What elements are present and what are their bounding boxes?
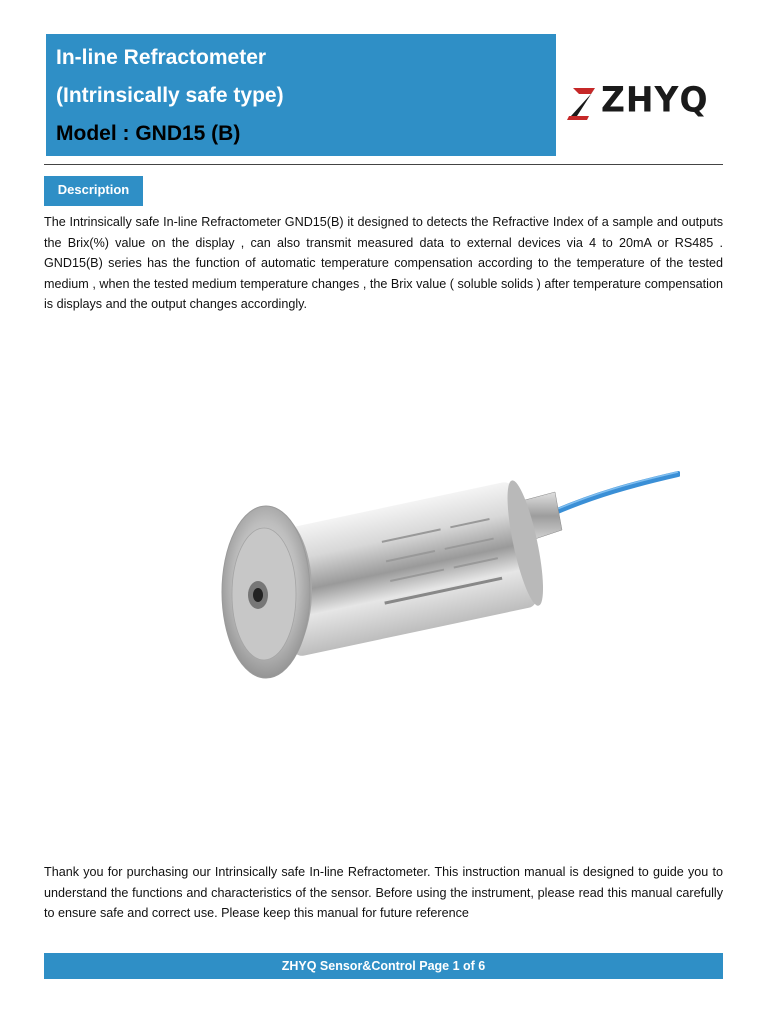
refractometer-image bbox=[200, 450, 680, 700]
model-line: Model : GND15 (B) bbox=[56, 122, 241, 145]
header-divider bbox=[44, 164, 723, 165]
title-line-2: (Intrinsically safe type) bbox=[56, 84, 284, 107]
company-logo bbox=[565, 79, 725, 122]
page-footer: ZHYQ Sensor&Control Page 1 of 6 bbox=[44, 953, 723, 979]
description-tab: Description bbox=[44, 176, 143, 206]
description-paragraph: The Intrinsically safe In-line Refractometer GND15(B) it designed to detects the Refractive Index of a sample and outputs the Brix(%) value on the display , can also transmit measured data to external devices via 4 to 20mA or RS485 . GND15(B) series has the function of automatic temperature compensation according to the temperature of the tested medium , when the tested medium temperature changes , the Brix value ( soluble solids ) after temperature compensation is displays and the output changes accordingly. bbox=[44, 215, 723, 311]
logo-text: ZHYQ bbox=[601, 79, 709, 120]
title-banner bbox=[46, 34, 556, 156]
zhyq-logo-icon bbox=[565, 82, 599, 122]
thanks-paragraph: Thank you for purchasing our Intrinsically safe In-line Refractometer. This instruction manual is designed to guide you to understand the functions and characteristics of the sensor. Before using the instrument, please read this manual carefully to ensure safe and correct use. Please keep this manual for future reference bbox=[44, 865, 723, 920]
title-line-1: In-line Refractometer bbox=[56, 46, 267, 69]
